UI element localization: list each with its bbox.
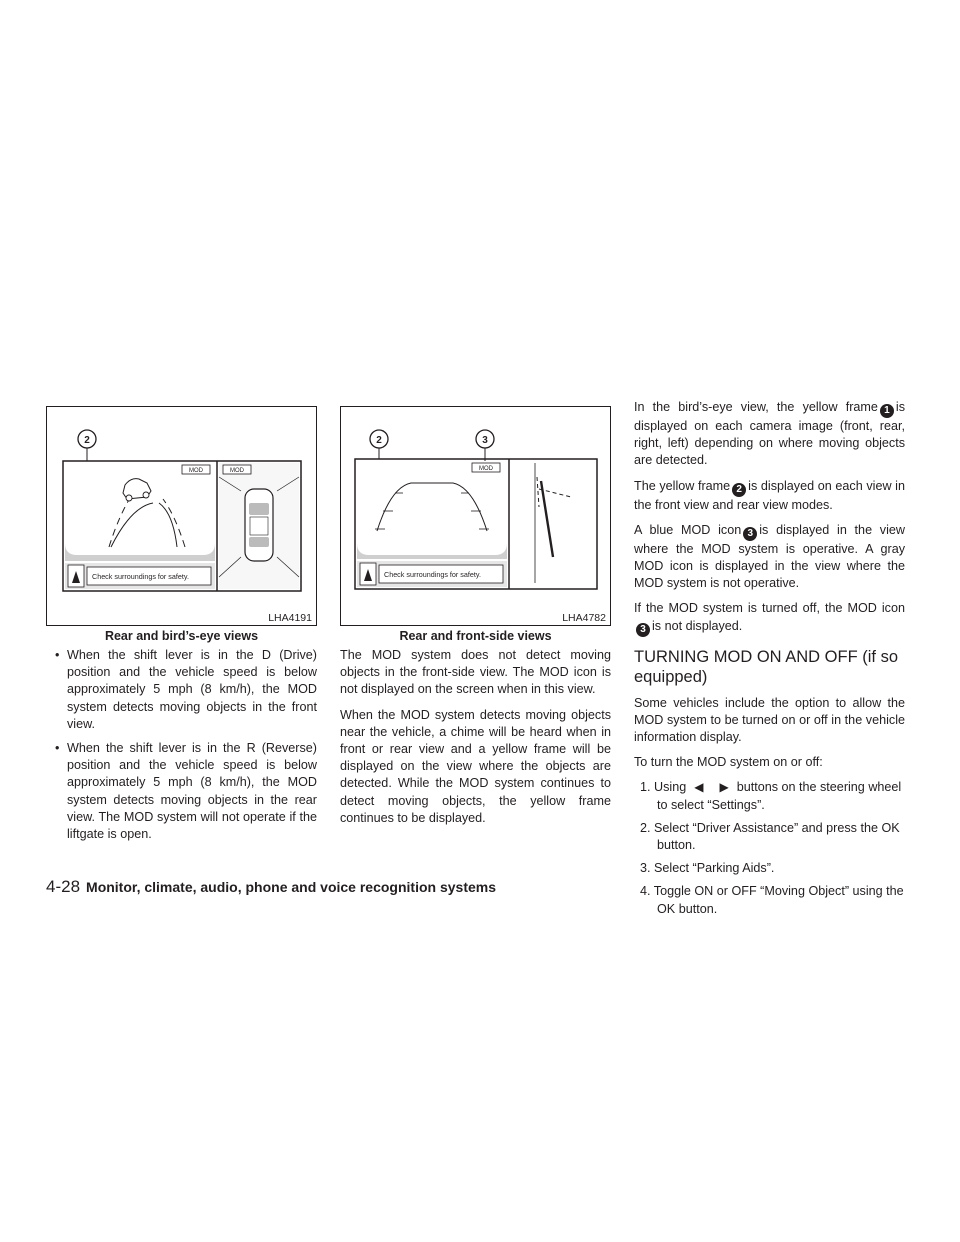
- step-2: 2. Select “Driver Assistance” and press the OK button.: [640, 820, 900, 853]
- mod-icon-right: MOD: [230, 468, 244, 474]
- section-heading: TURNING MOD ON AND OFF (if so equipped): [634, 647, 898, 686]
- page-number: 4-28: [46, 877, 81, 896]
- callout-3-icon: 3: [743, 527, 757, 541]
- mod-icon-left: MOD: [189, 468, 203, 474]
- paragraph-mod-off: If the MOD system is turned off, the MOD icon3 is not displayed.: [634, 601, 905, 635]
- callout-1-icon: 1: [880, 404, 894, 418]
- paragraph-yellow-frame: The yellow frame 2 is displayed on each view in the front view and rear view modes.: [634, 478, 905, 512]
- paragraph-option: Some vehicles include the option to allow the MOD system to be turned on or off in the vehicle information display.: [634, 695, 905, 745]
- figure-rear-front-side: [340, 406, 611, 626]
- page-footer: [46, 877, 496, 897]
- paragraph-front-side: The MOD system does not detect moving objects in the front-side view. The MOD icon is not displayed on the screen when in this view.: [340, 648, 611, 697]
- callout-2: 2: [84, 435, 90, 446]
- rear-birds-eye-illustration: [47, 407, 316, 625]
- paragraph-chime: When the MOD system detects moving objects near the vehicle, a chime will be heard when in front or rear view and a yellow frame will be displayed on the view where the objects are detected. While the MOD system continues to detect moving objects, the yellow frame continues to be displayed.: [340, 707, 611, 825]
- left-arrow-icon: ◀: [694, 780, 704, 795]
- step-1: 1. Using ◀ ▶ buttons on the steering wheel to select “Settings”.: [640, 780, 902, 812]
- figure-rear-birds-eye: [46, 406, 317, 626]
- figure-caption-right: Rear and front-side views: [399, 629, 552, 643]
- callout-3: 3: [482, 435, 488, 446]
- callout-3-icon: 3: [636, 623, 650, 637]
- figure-code-left: LHA4191: [268, 612, 312, 624]
- bullet-drive: • When the shift lever is in the D (Drive) position and the vehicle speed is below approximately 5 mph (8 km/h), the MOD system detects moving objects in the front view.: [55, 648, 317, 731]
- figure-code-right: LHA4782: [562, 612, 606, 624]
- rear-front-side-illustration: [341, 407, 610, 625]
- callout-2-icon: 2: [732, 483, 746, 497]
- step-3: 3. Select “Parking Aids”.: [640, 861, 775, 876]
- column-1: [46, 406, 317, 850]
- paragraph-to-turn: To turn the MOD system on or off:: [634, 755, 823, 770]
- figure-caption-left: Rear and bird’s-eye views: [104, 629, 259, 643]
- callout-2: 2: [376, 435, 382, 446]
- paragraph-birds-eye: In the bird’s-eye view, the yellow frame 1 is displayed on each camera image (front, rear, right, left) depending on where moving objects are detected.: [634, 400, 905, 468]
- bullet-reverse: • When the shift lever is in the R (Reverse) position and the vehicle speed is below approximately 5 mph (8 km/h), the MOD system detects moving objects in the rear view. The MOD system will not operate if the liftgate is open.: [55, 741, 317, 842]
- warning-text-right: Check surroundings for safety.: [384, 570, 481, 579]
- vehicle-top-view-icon: [245, 489, 273, 561]
- step-4: 4. Toggle ON or OFF “Moving Object” using the OK button.: [640, 884, 904, 916]
- mod-icon: MOD: [479, 466, 493, 472]
- column-3: [634, 399, 905, 924]
- paragraph-mod-icon: A blue MOD icon 3 is displayed in the view where the MOD system is operative. A gray MOD icon is displayed in the view where the MOD system is not operative.: [634, 522, 906, 591]
- column-2: [340, 406, 611, 835]
- right-arrow-icon: ▶: [719, 780, 729, 795]
- warning-text-left: Check surroundings for safety.: [92, 572, 189, 581]
- section-title: Monitor, climate, audio, phone and voice recognition systems: [86, 879, 496, 895]
